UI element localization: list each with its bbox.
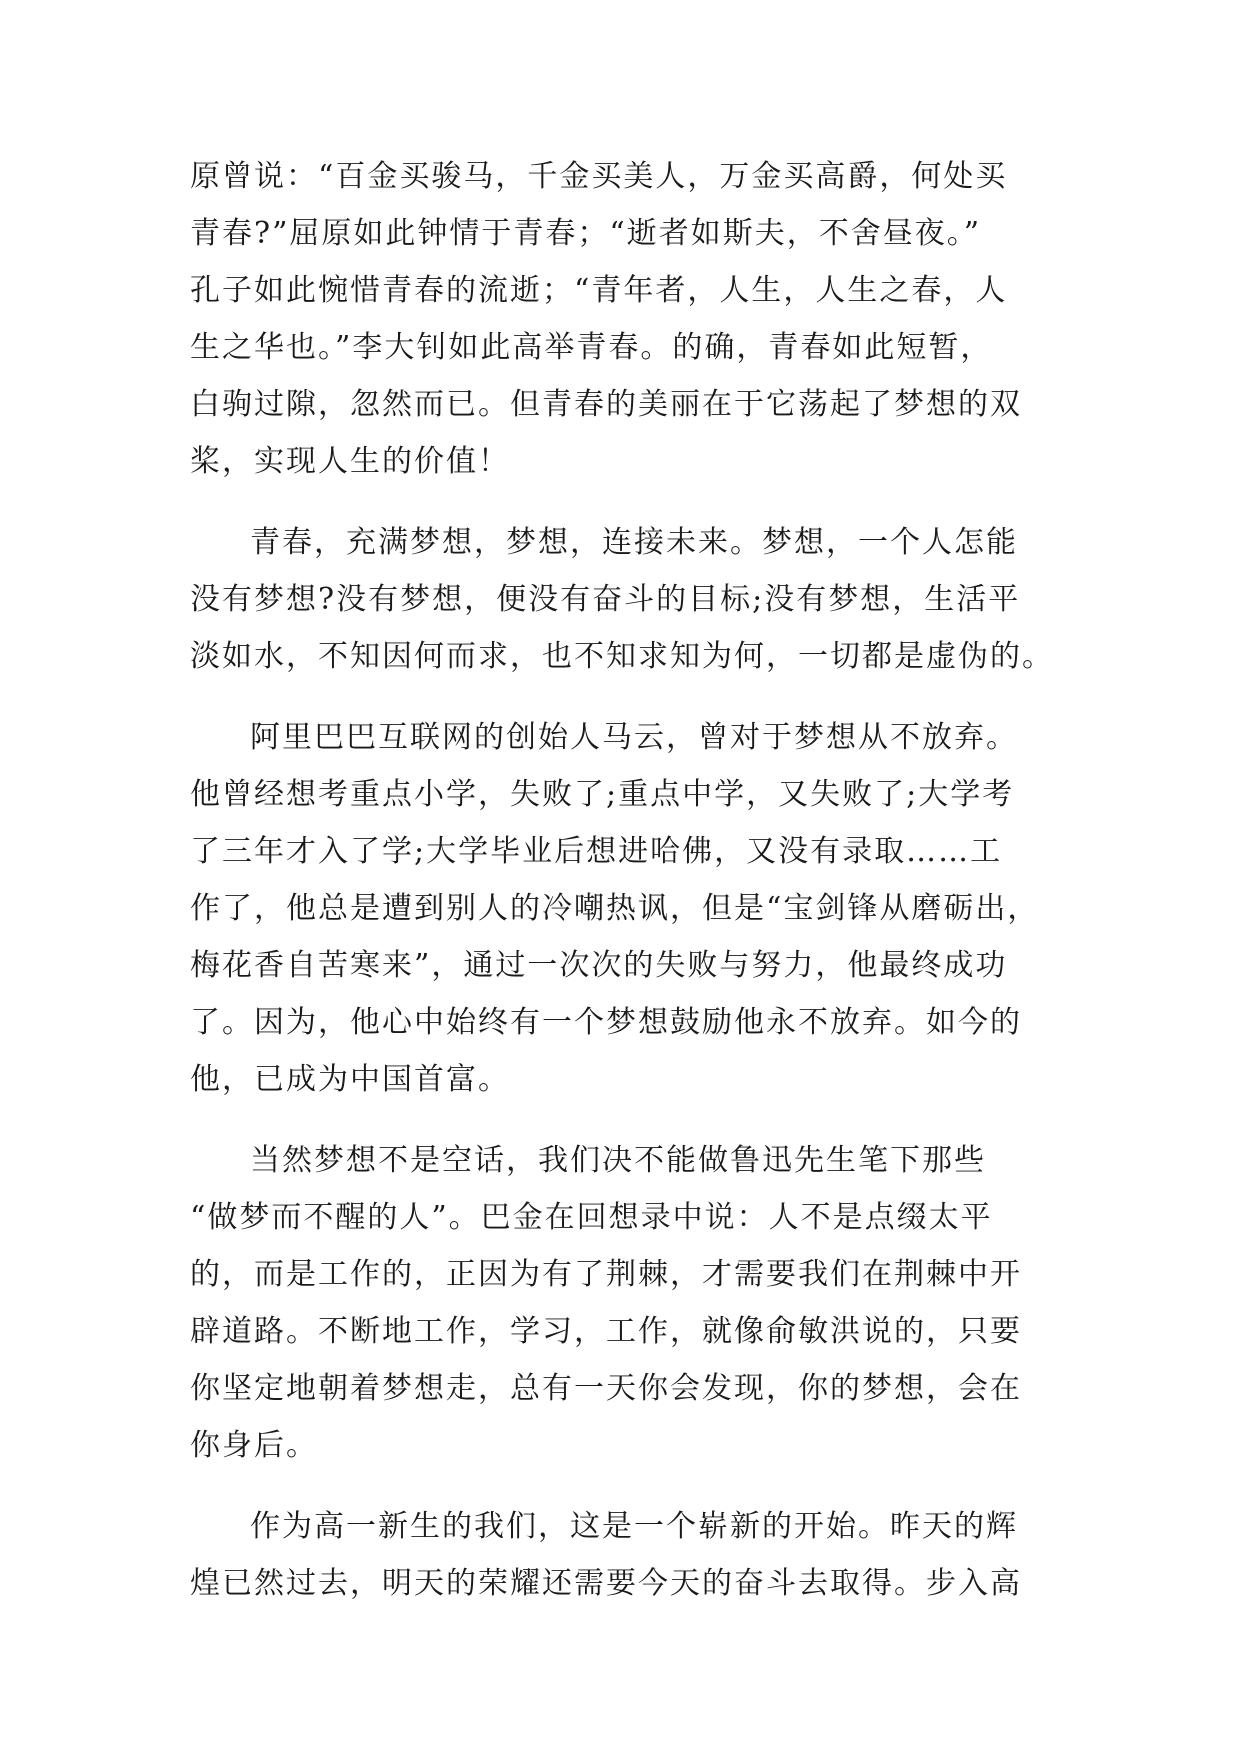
text-line: 煌已然过去，明天的荣耀还需要今天的奋斗去取得。步入高 — [190, 1566, 1022, 1601]
text-line: 作了，他总是遭到别人的冷嘲热讽，但是“宝剑锋从磨砺出， — [190, 891, 1040, 926]
text-line: 没有梦想?没有梦想，便没有奋斗的目标;没有梦想，生活平 — [190, 582, 1021, 617]
document-body — [190, 148, 1070, 1612]
text-line: 青春?”屈原如此钟情于青春；“逝者如斯夫，不舍昼夜。” — [190, 216, 982, 251]
text-line: 阿里巴巴互联网的创始人马云，曾对于梦想从不放弃。 — [250, 720, 1018, 755]
text-line: 梅花香自苦寒来”，通过一次次的失败与努力，他最终成功 — [190, 948, 1008, 983]
text-line: 生之华也。”李大钊如此高举青春。的确，青春如此短暂， — [190, 330, 993, 365]
text-line: 的，而是工作的，正因为有了荆棘，才需要我们在荆棘中开 — [190, 1257, 1022, 1292]
text-line: 辟道路。不断地工作，学习，工作，就像俞敏洪说的，只要 — [190, 1314, 1022, 1349]
text-line: 他，已成为中国首富。 — [190, 1062, 510, 1097]
text-line: 当然梦想不是空话，我们决不能做鲁迅先生笔下那些 — [250, 1143, 986, 1178]
text-line: 淡如水，不知因何而求，也不知求知为何，一切都是虚伪的。 — [190, 639, 1054, 674]
text-line: 孔子如此惋惜青春的流逝；“青年者，人生，人生之春，人 — [190, 273, 1008, 308]
text-line: 你身后。 — [190, 1428, 318, 1463]
text-line: 桨，实现人生的价值！ — [190, 444, 510, 479]
text-line: “做梦而不醒的人”。巴金在回想录中说：人不是点缀太平 — [190, 1200, 993, 1235]
text-line: 了三年才入了学;大学毕业后想进哈佛，又没有录取……工 — [190, 834, 1003, 869]
text-line: 了。因为，他心中始终有一个梦想鼓励他永不放弃。如今的 — [190, 1005, 1022, 1040]
paragraph — [190, 514, 1070, 685]
text-line: 他曾经想考重点小学，失败了;重点中学，又失败了;大学考 — [190, 777, 1015, 812]
paragraph — [190, 148, 1070, 490]
paragraph — [190, 1132, 1070, 1474]
paragraph — [190, 709, 1070, 1108]
text-line: 青春，充满梦想，梦想，连接未来。梦想，一个人怎能 — [250, 525, 1018, 560]
text-line: 原曾说：“百金买骏马，千金买美人，万金买高爵，何处买 — [190, 159, 1008, 194]
text-line: 你坚定地朝着梦想走，总有一天你会发现，你的梦想，会在 — [190, 1371, 1022, 1406]
paragraph — [190, 1498, 1070, 1612]
text-line: 白驹过隙，忽然而已。但青春的美丽在于它荡起了梦想的双 — [190, 387, 1022, 422]
text-line: 作为高一新生的我们，这是一个崭新的开始。昨天的辉 — [250, 1509, 1018, 1544]
